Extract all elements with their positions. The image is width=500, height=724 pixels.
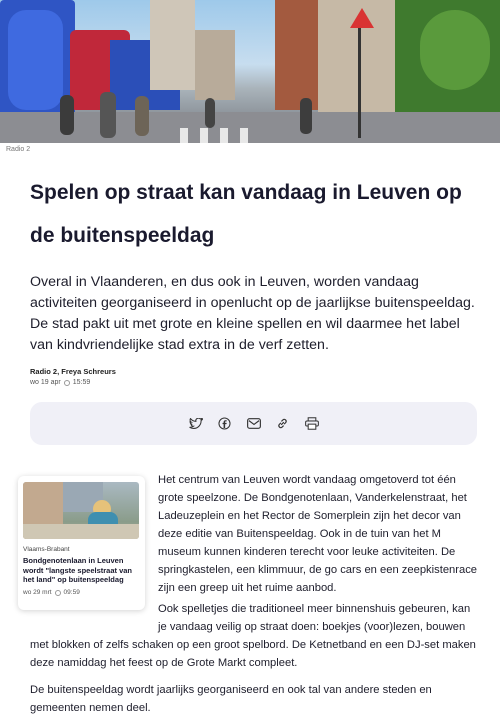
hero-image: [0, 0, 500, 143]
related-article-time: 09:59: [63, 589, 80, 596]
clock-icon: [55, 590, 61, 596]
article-date: wo 19 apr: [30, 379, 61, 386]
related-article-title[interactable]: Bondgenotenlaan in Leuven wordt "langste speelstraat van het land" op buitenspeeldag: [23, 556, 133, 584]
article-meta: [30, 379, 90, 386]
related-article-card[interactable]: [18, 476, 145, 610]
article-author: Radio 2, Freya Schreurs: [30, 367, 116, 376]
body-paragraph-3: De buitenspeeldag wordt jaarlijks georganiseerd en ook tal van andere steden en gemeenten nemen deel.: [30, 684, 432, 714]
facebook-icon[interactable]: [217, 416, 233, 432]
body-paragraph-2b: met blokken of zelfs schaken op een groot spelbord. De Ketnetband en een DJ-set maken deze namiddag het feest op de Grote Markt compleet.: [30, 639, 476, 669]
clock-icon: [64, 380, 70, 386]
related-article-meta: [23, 589, 80, 596]
article-time: 15:59: [72, 379, 91, 386]
article-lead: Overal in Vlaanderen, en dus ook in Leuven, worden vandaag activiteiten georganiseerd in openlucht op de jaarlijkse buitenspeeldag. De stad pakt uit met grote en kleine spellen en wil daarmee het label van kindvriendelijke stad extra in de verf zetten.: [30, 274, 475, 353]
body-paragraph-2a: Ook spelletjes die traditioneel meer binnenshuis gebeuren, kan je vandaag veilig op straat doen: boekjes (voor)lezen, bouwen: [158, 603, 471, 633]
link-icon[interactable]: [275, 416, 291, 432]
page-title: Spelen op straat kan vandaag in Leuven op de buitenspeeldag: [30, 181, 462, 247]
mail-icon[interactable]: [246, 416, 262, 432]
image-credit: Radio 2: [6, 146, 31, 153]
print-icon[interactable]: [304, 416, 320, 432]
related-article-image: [23, 482, 139, 539]
share-bar: [30, 402, 477, 445]
related-article-date: wo 29 mrt: [23, 589, 52, 596]
body-paragraph-1: Het centrum van Leuven wordt vandaag omgetoverd tot één grote speelzone. De Bondgenotenlaan, Vanderkelenstraat, het Ladeuzeplein en het Rector de Somerplein zijn het decor van deze editie van Buitenspeeldag. Ook in de tuin van het M museum kunnen kinderen terecht voor leuke activiteiten. De springkastelen, een klimmuur, de go cars en een zeepkistenrace zijn een greep uit het ruime aanbod.: [158, 474, 478, 594]
twitter-icon[interactable]: [188, 416, 204, 432]
related-article-category: Vlaams-Brabant: [23, 546, 70, 553]
